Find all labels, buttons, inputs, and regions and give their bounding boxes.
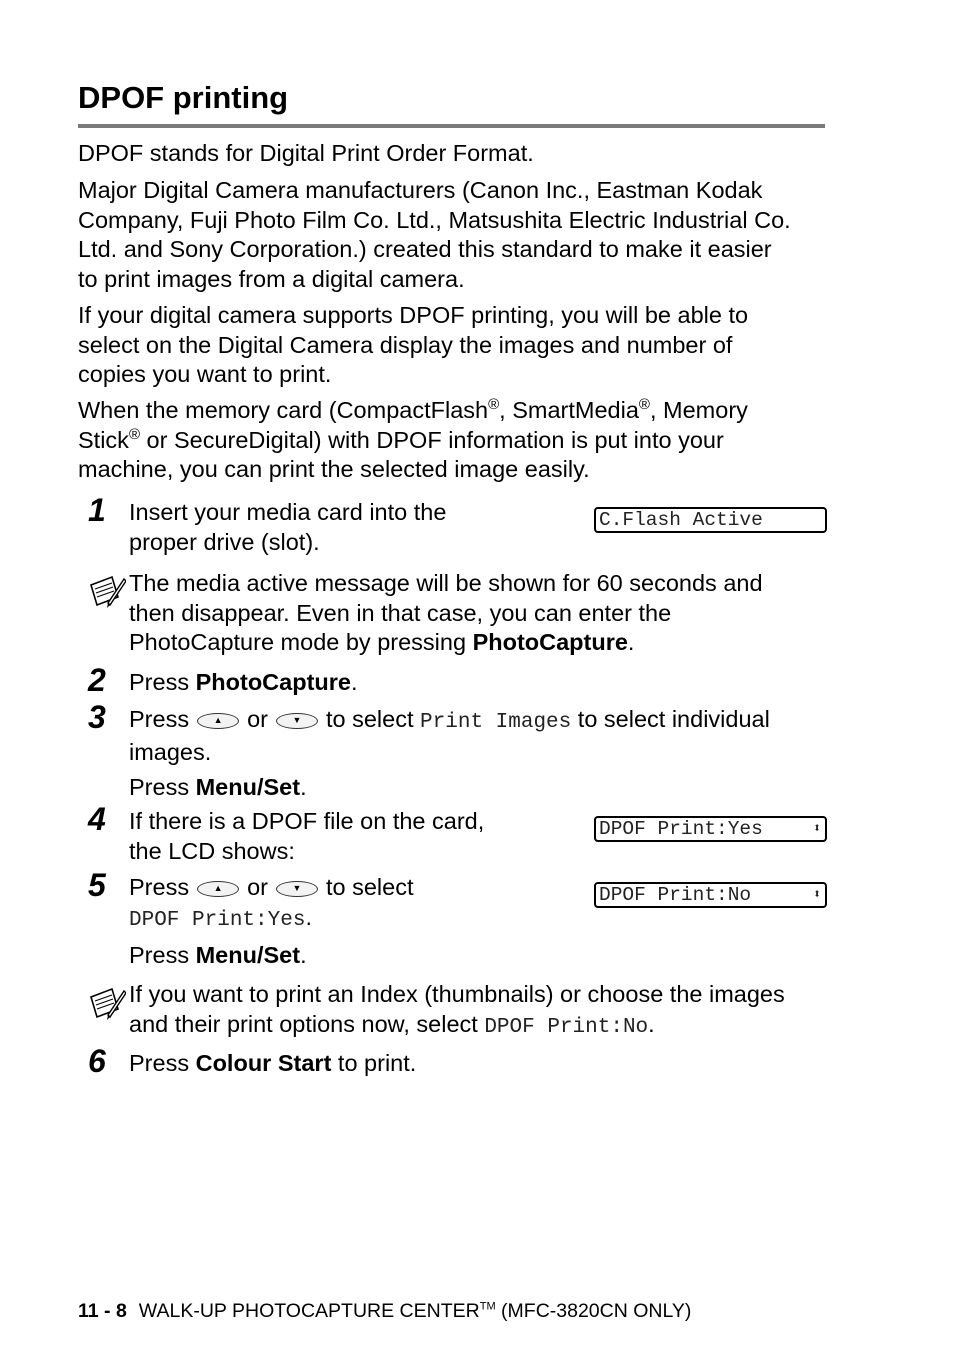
- text-line: the LCD shows:: [129, 837, 295, 864]
- lcd-text-dpof-print-yes: DPOF Print:Yes: [129, 908, 306, 932]
- step-number-1: 1: [88, 492, 106, 528]
- lcd-display-dpof-yes: [594, 816, 827, 842]
- step-1-text: [129, 498, 446, 557]
- text-line: then disappear. Even in that case, you can enter the: [129, 599, 672, 626]
- text-line: proper drive (slot).: [129, 528, 320, 555]
- text-span: , SmartMedia: [499, 397, 639, 423]
- trademark-mark: TM: [479, 1300, 496, 1313]
- text-span: .: [350, 669, 358, 695]
- step-6-text: [129, 1049, 416, 1079]
- step-number-6: 6: [88, 1043, 106, 1079]
- lcd-text-print-images: Print Images: [420, 711, 572, 734]
- footer-text: WALK-UP PHOTOCAPTURE CENTER: [138, 1300, 480, 1322]
- note-2-text: [129, 980, 829, 1042]
- text-line: If you want to print an Index (thumbnails) or choose the images: [129, 981, 785, 1007]
- text-line: [129, 941, 414, 971]
- intro-paragraph-2: [78, 176, 828, 294]
- text-line: copies you want to print.: [78, 361, 332, 387]
- note-icon: [86, 985, 126, 1025]
- text-line: [129, 903, 414, 936]
- text-span: and their print options now, select: [129, 1010, 485, 1037]
- text-span: .: [300, 774, 307, 800]
- text-line: [129, 628, 763, 658]
- text-span: Stick: [78, 426, 129, 453]
- text-line: images.: [129, 738, 212, 765]
- text-span: Press: [129, 706, 190, 732]
- registered-mark: ®: [128, 425, 140, 443]
- text-line: Ltd. and Sony Corporation.) created this standard to make it easier: [78, 236, 772, 262]
- up-arrow-glyph: ▲: [213, 714, 223, 725]
- text-span: .: [305, 903, 312, 930]
- text-span: PhotoCapture mode by pressing: [129, 629, 473, 655]
- menu-set-key-label: Menu/Set: [195, 774, 301, 800]
- text-line: [129, 773, 829, 803]
- text-span: .: [627, 629, 635, 655]
- lcd-text-dpof-print-no: DPOF Print:No: [484, 1015, 649, 1039]
- up-down-arrow-icon: ⬍: [813, 887, 821, 902]
- text-span: .: [648, 1010, 655, 1037]
- step-4-text: [129, 807, 484, 866]
- intro-paragraph-4: [78, 396, 828, 485]
- text-span: Press: [129, 942, 196, 968]
- text-line: Major Digital Camera manufacturers (Canon Inc., Eastman Kodak: [78, 177, 763, 203]
- page-number: 11 - 8: [78, 1300, 127, 1322]
- text-span: to print.: [331, 1050, 417, 1076]
- text-span: Press: [129, 774, 196, 800]
- step-2-text: [129, 668, 358, 698]
- down-arrow-button-icon: [276, 713, 318, 729]
- text-line: If there is a DPOF file on the card,: [129, 808, 485, 834]
- up-arrow-button-icon: [197, 881, 239, 897]
- page-title: DPOF printing: [78, 80, 289, 115]
- up-down-arrow-icon: ⬍: [813, 821, 821, 836]
- colour-start-key-label: Colour Start: [195, 1050, 332, 1076]
- text-line: Insert your media card into the: [129, 499, 447, 525]
- text-line: [129, 705, 829, 738]
- step-number-5: 5: [88, 867, 106, 903]
- up-arrow-glyph: ▲: [213, 882, 223, 893]
- step-3-text: [129, 705, 829, 803]
- down-arrow-button-icon: [276, 881, 318, 897]
- text-line: [129, 873, 414, 903]
- text-span: When the memory card (CompactFlash: [78, 397, 489, 423]
- photocapture-key-label: PhotoCapture: [195, 669, 351, 695]
- note-1-text: [129, 569, 763, 658]
- text-line: to print images from a digital camera.: [78, 265, 465, 292]
- text-span: Press: [129, 1050, 196, 1076]
- text-line: If your digital camera supports DPOF printing, you will be able to: [78, 302, 749, 328]
- lcd-display-flash-active: C.Flash Active: [594, 507, 827, 533]
- text-span: .: [300, 942, 307, 968]
- text-span: or: [247, 874, 268, 900]
- down-arrow-glyph: ▼: [292, 882, 302, 893]
- lcd-text: DPOF Print:No: [599, 884, 752, 906]
- lcd-display-dpof-no: [594, 882, 827, 908]
- step-number-4: 4: [88, 801, 106, 837]
- text-span: to select individual: [571, 706, 770, 732]
- text-line: Company, Fuji Photo Film Co. Ltd., Matsushita Electric Industrial Co.: [78, 206, 791, 233]
- registered-mark: ®: [638, 396, 650, 414]
- text-line: [78, 396, 828, 426]
- text-span: Press: [129, 669, 196, 695]
- footer-text: (MFC-3820CN ONLY): [495, 1300, 692, 1322]
- registered-mark: ®: [488, 396, 500, 414]
- text-span: or: [247, 706, 268, 732]
- page-footer: [78, 1300, 691, 1323]
- step-5-text: [129, 873, 414, 971]
- text-line: [129, 1010, 829, 1043]
- text-span: to select: [325, 706, 421, 732]
- title-rule: [78, 124, 825, 128]
- down-arrow-glyph: ▼: [292, 714, 302, 725]
- text-span: Press: [129, 874, 190, 900]
- step-number-2: 2: [88, 662, 106, 698]
- text-span: , Memory: [649, 397, 748, 423]
- intro-paragraph-3: [78, 301, 828, 390]
- text-line: select on the Digital Camera display the images and number of: [78, 331, 733, 358]
- intro-paragraph-1: DPOF stands for Digital Print Order Format.: [78, 140, 534, 166]
- menu-set-key-label: Menu/Set: [195, 942, 301, 968]
- text-line: [78, 426, 828, 456]
- photocapture-key-label: PhotoCapture: [472, 629, 628, 655]
- text-span: to select: [325, 874, 414, 900]
- note-icon: [86, 573, 126, 613]
- step-number-3: 3: [88, 699, 106, 735]
- text-span: or SecureDigital) with DPOF information is put into your: [140, 426, 724, 453]
- text-line: machine, you can print the selected image easily.: [78, 456, 590, 482]
- up-arrow-button-icon: [197, 713, 239, 729]
- lcd-text: DPOF Print:Yes: [599, 818, 763, 840]
- text-line: The media active message will be shown for 60 seconds and: [129, 570, 763, 596]
